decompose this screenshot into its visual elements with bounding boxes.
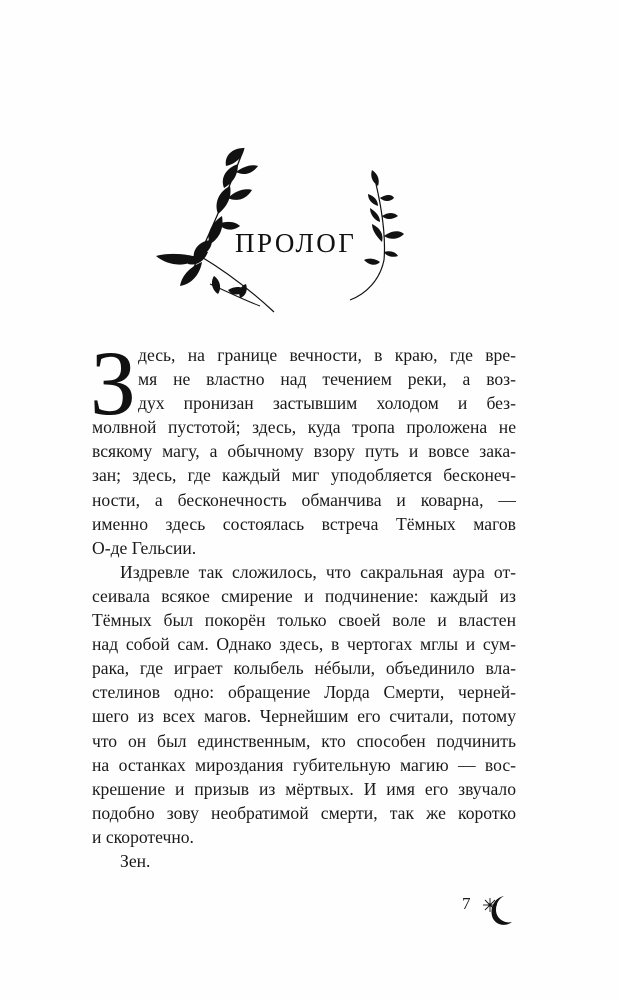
text-line: сеивала всякое смирение и подчинение: каждый из [92, 585, 516, 606]
crescent-moon-star-icon [478, 890, 518, 930]
text-line: на останках мироздания губительную магию — вос- [92, 754, 516, 775]
text-line: шего из всех магов. Чернейшим его считали, потому [92, 706, 516, 727]
text-line: именно здесь состоялась встреча Тёмных магов [92, 513, 516, 534]
text-line: всякому магу, а обычному взору путь и вовсе зака- [92, 441, 516, 462]
chapter-heading [140, 140, 430, 320]
text-line: над собой сам. Однако здесь, в чертогах мглы и сум- [92, 634, 516, 655]
text-line: О-де Гельсии. [92, 537, 197, 558]
text-line: Тёмных был покорён только своей воле и властен [92, 610, 516, 631]
paragraph-1 [90, 332, 516, 560]
text-line: Издревле так сложилось, что сакральная аура от- [120, 561, 516, 582]
drop-cap-letter: З [90, 332, 137, 434]
text-line: рака, где играет колыбель нéбыли, объединило вла- [92, 658, 516, 679]
body-text [90, 332, 516, 873]
text-line: подобно зову необратимой смерти, так же коротко [92, 802, 516, 823]
text-line: стелинов одно: обращение Лорда Смерти, черней- [92, 682, 516, 703]
chapter-title: ПРОЛОГ [235, 228, 357, 258]
text-line: дух пронизан застывшим холодом и без- [138, 393, 516, 414]
text-line: молвной пустотой; здесь, куда тропа проложена не [92, 417, 516, 438]
text-line: десь, на границе вечности, в краю, где вре- [138, 345, 516, 365]
paragraph-2 [92, 560, 516, 849]
text-line: что он был единственным, кто способен подчинить [92, 730, 516, 751]
text-line: и скоротечно. [92, 826, 194, 847]
text-line: мя не властно над течением реки, а воз- [138, 369, 516, 390]
text-line: Зен. [120, 850, 151, 871]
text-line: ности, а бесконечность обманчива и коварна, — [92, 489, 516, 510]
paragraph-3 [92, 849, 516, 873]
page-number: 7 [462, 894, 471, 913]
text-line: зан; здесь, где каждый миг уподобляется бесконеч- [92, 465, 516, 486]
text-line: крешение и призыв из мёртвых. И имя его звучало [92, 778, 516, 799]
